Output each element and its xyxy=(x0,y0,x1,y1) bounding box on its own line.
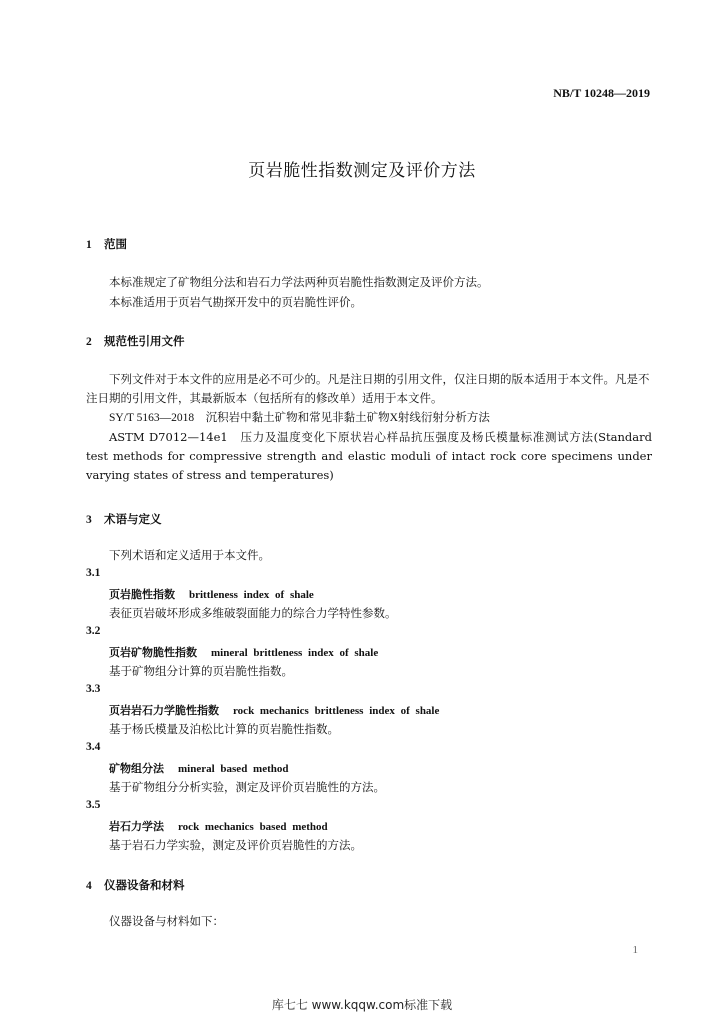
term-number: 3.4 xyxy=(86,741,101,753)
section-2-title: 规范性引用文件 xyxy=(104,334,185,348)
term-heading xyxy=(109,702,439,718)
term-en: brittleness index of shale xyxy=(189,589,314,601)
section-1-title: 范围 xyxy=(104,237,127,251)
section-2-number: 2 xyxy=(86,336,92,348)
term-number: 3.1 xyxy=(86,567,101,579)
section-4-heading xyxy=(86,877,185,893)
section-2-intro: 下列文件对于本文件的应用是必不可少的。凡是注日期的引用文件，仅注日期的版本适用于本文件。凡是不注日期的引用文件，其最新版本（包括所有的修改单）适用于本文件。 xyxy=(86,372,650,405)
section-1-paragraph: 本标准适用于页岩气勘探开发中的页岩脆性评价。 xyxy=(109,295,362,309)
term-number: 3.2 xyxy=(86,625,101,637)
term-zh: 矿物组分法 xyxy=(109,762,164,775)
page-number: 1 xyxy=(632,944,638,956)
term-number: 3.5 xyxy=(86,799,101,811)
normative-reference: SY/T 5163—2018 沉积岩中黏土矿物和常见非黏土矿物X射线衍射分析方法 xyxy=(109,412,490,424)
normative-reference: ASTM D7012—14e1 压力及温度变化下原状岩心样品抗压强度及杨氏模量标准测试方法(Standard test methods for compressive strength and elastic moduli of intact rock core specimens under varying states of stress and temperatures) xyxy=(86,430,652,482)
section-1-paragraph: 本标准规定了矿物组分法和岩石力学法两种页岩脆性指数测定及评价方法。 xyxy=(109,275,489,289)
term-en: rock mechanics brittleness index of shale xyxy=(233,705,440,717)
term-zh: 页岩矿物脆性指数 xyxy=(109,646,197,659)
section-3-heading xyxy=(86,511,162,527)
document-title: 页岩脆性指数测定及评价方法 xyxy=(248,161,476,181)
term-heading xyxy=(109,760,289,776)
term-definition: 基于矿物组分计算的页岩脆性指数。 xyxy=(109,664,293,678)
term-heading xyxy=(109,644,378,660)
term-heading xyxy=(109,586,314,602)
term-definition: 基于杨氏模量及泊松比计算的页岩脆性指数。 xyxy=(109,722,339,736)
section-3-title: 术语与定义 xyxy=(104,512,162,526)
section-4-title: 仪器设备和材料 xyxy=(104,878,185,892)
term-zh: 页岩脆性指数 xyxy=(109,588,175,601)
section-3-intro: 下列术语和定义适用于本文件。 xyxy=(109,548,270,562)
term-heading xyxy=(109,818,328,834)
section-3-number: 3 xyxy=(86,514,92,526)
term-number: 3.3 xyxy=(86,683,101,695)
section-4-number: 4 xyxy=(86,880,92,892)
section-1-heading xyxy=(86,236,127,252)
term-definition: 基于岩石力学实验，测定及评价页岩脆性的方法。 xyxy=(109,838,362,852)
term-en: mineral based method xyxy=(178,763,289,775)
standard-code: NB/T 10248—2019 xyxy=(553,86,650,100)
term-zh: 岩石力学法 xyxy=(109,820,164,833)
term-zh: 页岩岩石力学脆性指数 xyxy=(109,704,219,717)
section-2-heading xyxy=(86,333,185,349)
term-en: mineral brittleness index of shale xyxy=(211,647,379,659)
term-definition: 表征页岩破坏形成多维破裂面能力的综合力学特性参数。 xyxy=(109,606,397,620)
term-definition: 基于矿物组分分析实验，测定及评价页岩脆性的方法。 xyxy=(109,780,385,794)
term-en: rock mechanics based method xyxy=(178,821,328,833)
section-1-number: 1 xyxy=(86,239,92,251)
footer-watermark: 库七七 www.kqqw.com标准下载 xyxy=(271,998,453,1012)
section-4-intro: 仪器设备与材料如下： xyxy=(109,914,224,928)
